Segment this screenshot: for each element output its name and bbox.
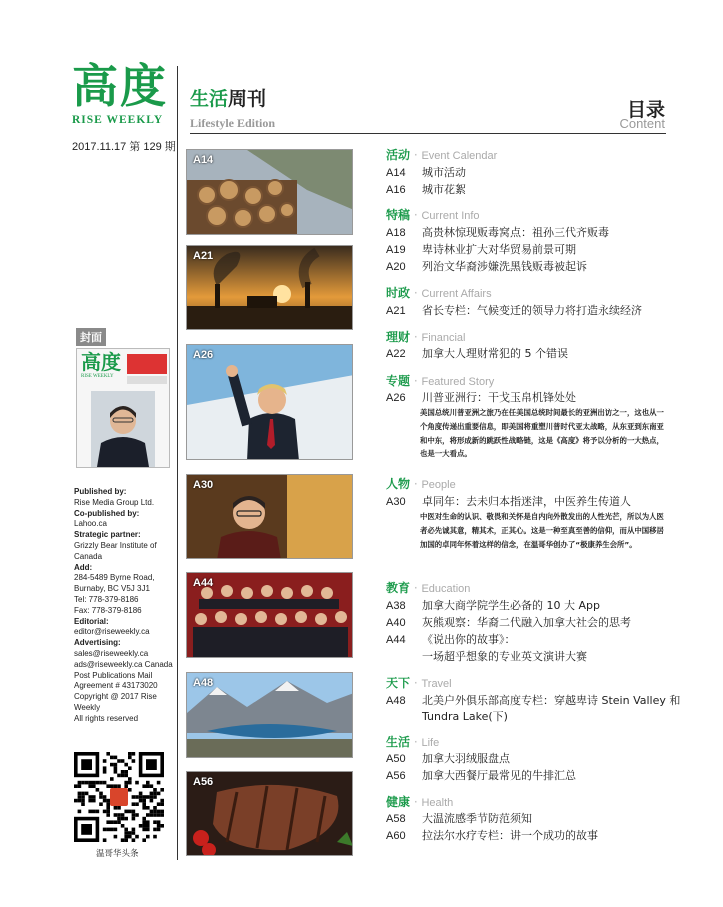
credit-text: 284-5489 Byrne Road, Burnaby, BC V5J 3J1 — [74, 573, 155, 594]
credit-line — [74, 692, 174, 714]
trump-photo — [187, 345, 353, 460]
section-heading-current-info[interactable]: 特稿 · Current Info — [386, 208, 480, 222]
cover-banner — [127, 354, 167, 374]
credit-text: Copyright @ 2017 Rise Weekly — [74, 692, 157, 712]
section-heading-financial[interactable]: 理财 · Financial — [386, 330, 466, 344]
credit-line — [74, 714, 174, 725]
credit-line — [74, 606, 174, 617]
section-masthead: 生活周刊 — [190, 88, 267, 110]
section-masthead-en: Lifestyle Edition — [190, 116, 276, 130]
credit-line — [74, 638, 174, 692]
thumb-a44[interactable] — [186, 572, 353, 658]
section-heading-health[interactable]: 健康 · Health — [386, 795, 454, 809]
credit-line — [74, 563, 174, 595]
credit-line — [74, 617, 174, 639]
people-description: 中医对生命的认识、敬畏和关怀是自内向外散发出的人性光芒，所以为人医者必先诚其意，精其术，正其心。这是一种至真至善的信仰，而从中国移居加国的卓同年怀着这样的信念，在温哥华创办了“极康养生会所”。 — [420, 512, 664, 549]
credit-text: All rights reserved — [74, 713, 139, 723]
cover-thumbnail[interactable] — [76, 348, 170, 468]
credit-label: Co-published by: — [74, 508, 140, 518]
credit-text: sales@riseweekly.ca ads@riseweekly.ca Canada Post Publications Mail Agreement # 43173020 — [74, 648, 173, 691]
section-heading-people[interactable]: 人物 · People — [386, 477, 456, 491]
cover-portrait — [91, 391, 155, 467]
credit-text: Rise Media Group Ltd. — [74, 497, 155, 507]
thumb-a26[interactable] — [186, 344, 353, 460]
logo-chinese: 高度 — [72, 59, 168, 113]
cover-logo: 高度 — [81, 350, 121, 374]
section-heading-current-affairs[interactable]: 时政 · Current Affairs — [386, 286, 492, 300]
page-label: A21 — [193, 250, 214, 262]
credit-text: Tel: 778-379-8186 — [74, 594, 139, 604]
vertical-divider — [177, 66, 178, 860]
thumb-a48[interactable] — [186, 672, 353, 758]
credit-text: editor@riseweekly.ca — [74, 627, 150, 637]
credit-text: Fax: 778-379-8186 — [74, 605, 142, 615]
page-label: A44 — [193, 577, 214, 589]
section-heading-education[interactable]: 教育 · Education — [386, 581, 471, 595]
page-label: A48 — [193, 677, 214, 689]
qr-code[interactable] — [74, 752, 164, 842]
section-heading-featured-story[interactable]: 专题 · Featured Story — [386, 374, 495, 388]
credit-label: Editorial: — [74, 616, 109, 626]
header-rule — [190, 133, 666, 134]
issue-date: 2017.11.17 第 129 期 — [72, 141, 176, 153]
rise-weekly-logo — [72, 60, 172, 126]
thumb-a21[interactable] — [186, 245, 353, 330]
cover-logo-en: RISE WEEKLY — [81, 374, 114, 379]
credit-line — [74, 595, 174, 606]
credit-line — [74, 530, 174, 562]
thumb-a14[interactable] — [186, 149, 353, 235]
toc-title: 目录 — [626, 99, 665, 121]
page-label: A14 — [193, 154, 214, 166]
credit-line — [74, 509, 174, 531]
credit-line — [74, 487, 174, 509]
page-label: A56 — [193, 776, 214, 788]
credit-text: Lahoo.ca — [74, 519, 107, 529]
credit-label: Advertising: — [74, 638, 121, 648]
feature-description: 美国总统川普亚洲之旅乃在任美国总统时间最长的亚洲出访之一，这也从一个角度传递出重要信息，即美国将重塑川普时代亚太战略，从东亚到东南亚和中东，将形成新的跳跃性战略链，这是《高度》将予以分析的一大热点，也是一大看点。 — [420, 408, 664, 459]
thumb-a30[interactable] — [186, 474, 353, 559]
toc-subtitle: Content — [619, 116, 665, 131]
qr-center-logo-icon — [110, 788, 128, 806]
qr-caption: 温哥华头条 — [96, 849, 139, 859]
credit-text: Grizzly Bear Institute of Canada — [74, 540, 157, 561]
section-heading-life[interactable]: 生活 · Life — [386, 735, 440, 749]
page-label: A30 — [193, 479, 214, 491]
page-label: A26 — [193, 349, 214, 361]
publisher-credits — [74, 487, 174, 725]
cover-banner-strip — [127, 376, 167, 384]
cover-label: 封面 — [76, 328, 106, 346]
section-heading-travel[interactable]: 天下 · Travel — [386, 676, 452, 690]
credit-label: Add: — [74, 562, 93, 572]
logo-english: RISE WEEKLY — [72, 114, 164, 126]
section-heading-events[interactable]: 活动 · Event Calendar — [386, 148, 498, 162]
credit-label: Published by: — [74, 487, 127, 496]
credit-label: Strategic partner: — [74, 530, 141, 540]
thumb-a56[interactable] — [186, 771, 353, 856]
